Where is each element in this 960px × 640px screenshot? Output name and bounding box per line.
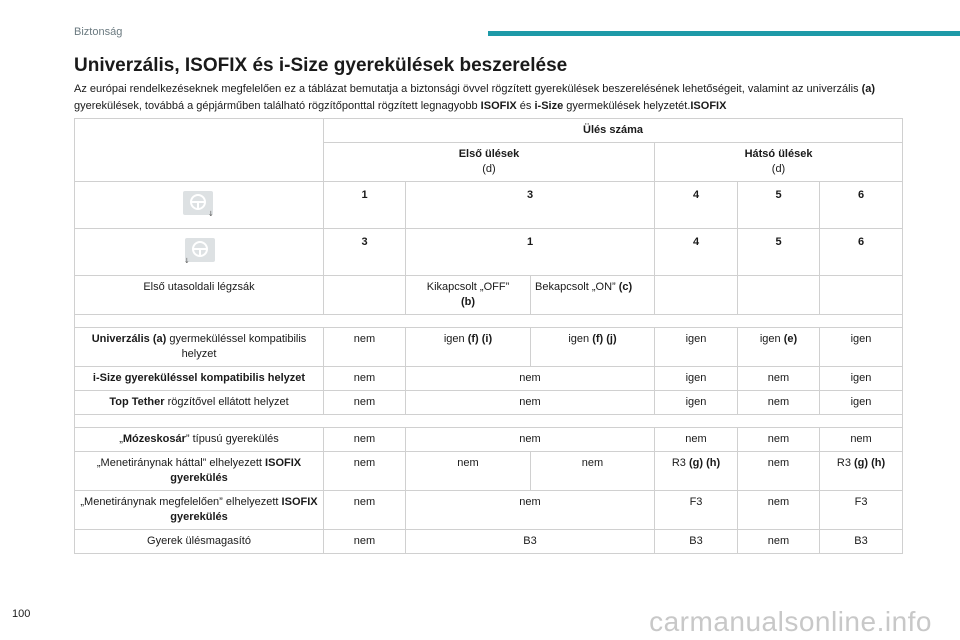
- intro-bold-4: ISOFIX: [690, 100, 727, 112]
- airbag-off-note: (b): [460, 296, 476, 308]
- value-cell: nem: [324, 367, 406, 391]
- value-cell: [820, 452, 903, 491]
- airbag-label: Első utasoldali légzsák: [75, 276, 324, 315]
- value-cell: [406, 328, 531, 367]
- value-note: (g) (h): [688, 457, 721, 469]
- value-cell: igen: [655, 328, 738, 367]
- watermark: carmanualsonline.info: [649, 606, 932, 637]
- row-label-text: „Menetiránynak háttal” elhelyezett: [96, 457, 266, 469]
- page-title: Univerzális, ISOFIX és i-Size gyerekülések beszerelése: [74, 55, 568, 76]
- value-cell: igen: [820, 328, 903, 367]
- value-cell: nem: [406, 452, 531, 491]
- spacer-cell: [75, 415, 903, 428]
- svg-text:↓: ↓: [184, 257, 190, 265]
- intro-text-2: gyerekülések, továbbá a gépjárműben található rögzítőponttal rögzített legnagyobb: [74, 100, 481, 112]
- table-row: [75, 276, 903, 315]
- empty-cell: [655, 276, 738, 315]
- value-text: R3: [836, 457, 851, 469]
- steering-wheel-rhd-icon: [182, 237, 216, 270]
- value-cell: nem: [324, 452, 406, 491]
- row-label: [75, 391, 324, 415]
- table-row: [75, 452, 903, 491]
- row-label-bold: Top Tether: [109, 396, 165, 408]
- table-row: [75, 428, 903, 452]
- value-cell: nem: [324, 530, 406, 554]
- value-cell: igen: [655, 391, 738, 415]
- row-label-text: rögzítővel ellátott helyzet: [164, 396, 289, 408]
- value-text: igen: [759, 333, 781, 345]
- row-label-text: gyermeküléssel kompatibilis helyzet: [166, 333, 307, 360]
- value-cell: nem: [738, 491, 820, 530]
- row-label: [75, 452, 324, 491]
- airbag-on-cell: [531, 276, 655, 315]
- airbag-on-label: Bekapcsolt „ON”: [535, 281, 616, 293]
- intro-paragraph: [74, 81, 894, 115]
- row-label: Gyerek ülésmagasító: [75, 530, 324, 554]
- value-note: (f) (i): [467, 333, 493, 345]
- table-row: [75, 491, 903, 530]
- value-cell: nem: [406, 491, 655, 530]
- row-label: [75, 328, 324, 367]
- row-label-bold: ISOFIX gyerekülés: [170, 496, 318, 523]
- rear-seats-note: (d): [771, 163, 786, 175]
- value-cell: [655, 452, 738, 491]
- value-cell: nem: [820, 428, 903, 452]
- seat-cell: 3: [406, 182, 655, 229]
- value-text: igen: [443, 333, 465, 345]
- rhd-icon-cell: [75, 229, 324, 276]
- intro-text-1: Az európai rendelkezéseknek megfelelően ez a táblázat bemutatja a biztonsági övvel rögzített gyerekülések beszerelésének lehetőségeit, valamint az univerzális: [74, 83, 862, 95]
- table-spacer-row: [75, 415, 903, 428]
- row-label-bold: Univerzális (a): [91, 333, 167, 345]
- row-label: [75, 428, 324, 452]
- value-cell: nem: [738, 391, 820, 415]
- front-seats-header: [324, 143, 655, 182]
- section-label: Biztonság: [74, 26, 123, 38]
- value-cell: [531, 328, 655, 367]
- intro-bold-1: (a): [861, 83, 876, 95]
- value-note: (e): [783, 333, 798, 345]
- front-seats-note: (d): [482, 163, 496, 175]
- value-cell: nem: [324, 491, 406, 530]
- value-text: R3: [671, 457, 686, 469]
- value-cell: nem: [655, 428, 738, 452]
- value-cell: nem: [406, 367, 655, 391]
- value-cell: igen: [655, 367, 738, 391]
- seat-cell: 6: [820, 182, 903, 229]
- table-row: [75, 530, 903, 554]
- seat-cell: 1: [324, 182, 406, 229]
- table-row: [75, 229, 903, 276]
- value-cell: nem: [406, 391, 655, 415]
- seat-cell: 6: [820, 229, 903, 276]
- value-cell: F3: [820, 491, 903, 530]
- table-spacer-row: [75, 315, 903, 328]
- row-label-text: „Menetiránynak megfelelően” elhelyezett: [80, 496, 282, 508]
- page-number: 100: [12, 608, 31, 620]
- lhd-icon-cell: [75, 182, 324, 229]
- row-label-bold: ISOFIX gyerekülés: [170, 457, 302, 484]
- airbag-off-label: Kikapcsolt „OFF”: [426, 281, 510, 293]
- airbag-off-cell: [406, 276, 531, 315]
- value-cell: nem: [406, 428, 655, 452]
- value-cell: F3: [655, 491, 738, 530]
- seat-cell: 5: [738, 229, 820, 276]
- row-label: [75, 491, 324, 530]
- value-cell: igen: [820, 367, 903, 391]
- table-row: [75, 119, 903, 143]
- value-cell: nem: [531, 452, 655, 491]
- value-cell: B3: [820, 530, 903, 554]
- intro-text-3: és: [516, 100, 535, 112]
- value-cell: nem: [738, 452, 820, 491]
- table-row: [75, 391, 903, 415]
- empty-cell: [820, 276, 903, 315]
- value-cell: igen: [820, 391, 903, 415]
- seat-cell: 3: [324, 229, 406, 276]
- value-note: (g) (h): [854, 457, 886, 469]
- section-accent-bar: [488, 31, 960, 36]
- value-cell: nem: [738, 530, 820, 554]
- intro-text-4: gyermekülések helyzetét.: [563, 100, 691, 112]
- row-label-text: ” típusú gyerekülés: [185, 433, 279, 445]
- value-cell: nem: [324, 428, 406, 452]
- seat-cell: 4: [655, 182, 738, 229]
- value-cell: B3: [655, 530, 738, 554]
- airbag-on-note: (c): [618, 281, 633, 293]
- intro-bold-2: ISOFIX: [480, 100, 517, 112]
- table-row: [75, 328, 903, 367]
- empty-cell: [324, 276, 406, 315]
- value-cell: [738, 328, 820, 367]
- intro-bold-3: i-Size: [534, 100, 564, 112]
- seat-cell: 5: [738, 182, 820, 229]
- row-label-quote: „: [119, 433, 123, 445]
- table-row: [75, 367, 903, 391]
- value-cell: nem: [324, 391, 406, 415]
- front-seats-label: Első ülések: [458, 148, 520, 160]
- rear-seats-label: Hátsó ülések: [744, 148, 813, 160]
- table-row: [75, 182, 903, 229]
- row-label-bold: Mózeskosár: [122, 433, 186, 445]
- steering-wheel-lhd-icon: [182, 190, 216, 223]
- value-text: igen: [568, 333, 590, 345]
- seat-compatibility-table: [74, 118, 903, 554]
- value-note: (f) (j): [592, 333, 617, 345]
- spacer-cell: [75, 315, 903, 328]
- row-label: i-Size gyereküléssel kompatibilis helyzet: [75, 367, 324, 391]
- empty-cell: [738, 276, 820, 315]
- seat-cell: 1: [406, 229, 655, 276]
- value-cell: nem: [738, 367, 820, 391]
- value-cell: nem: [324, 328, 406, 367]
- svg-text:↓: ↓: [208, 210, 214, 218]
- value-cell: B3: [406, 530, 655, 554]
- seat-cell: 4: [655, 229, 738, 276]
- rear-seats-header: [655, 143, 903, 182]
- value-cell: nem: [738, 428, 820, 452]
- table-corner-cell: [75, 119, 324, 182]
- seat-number-header: Ülés száma: [324, 119, 903, 143]
